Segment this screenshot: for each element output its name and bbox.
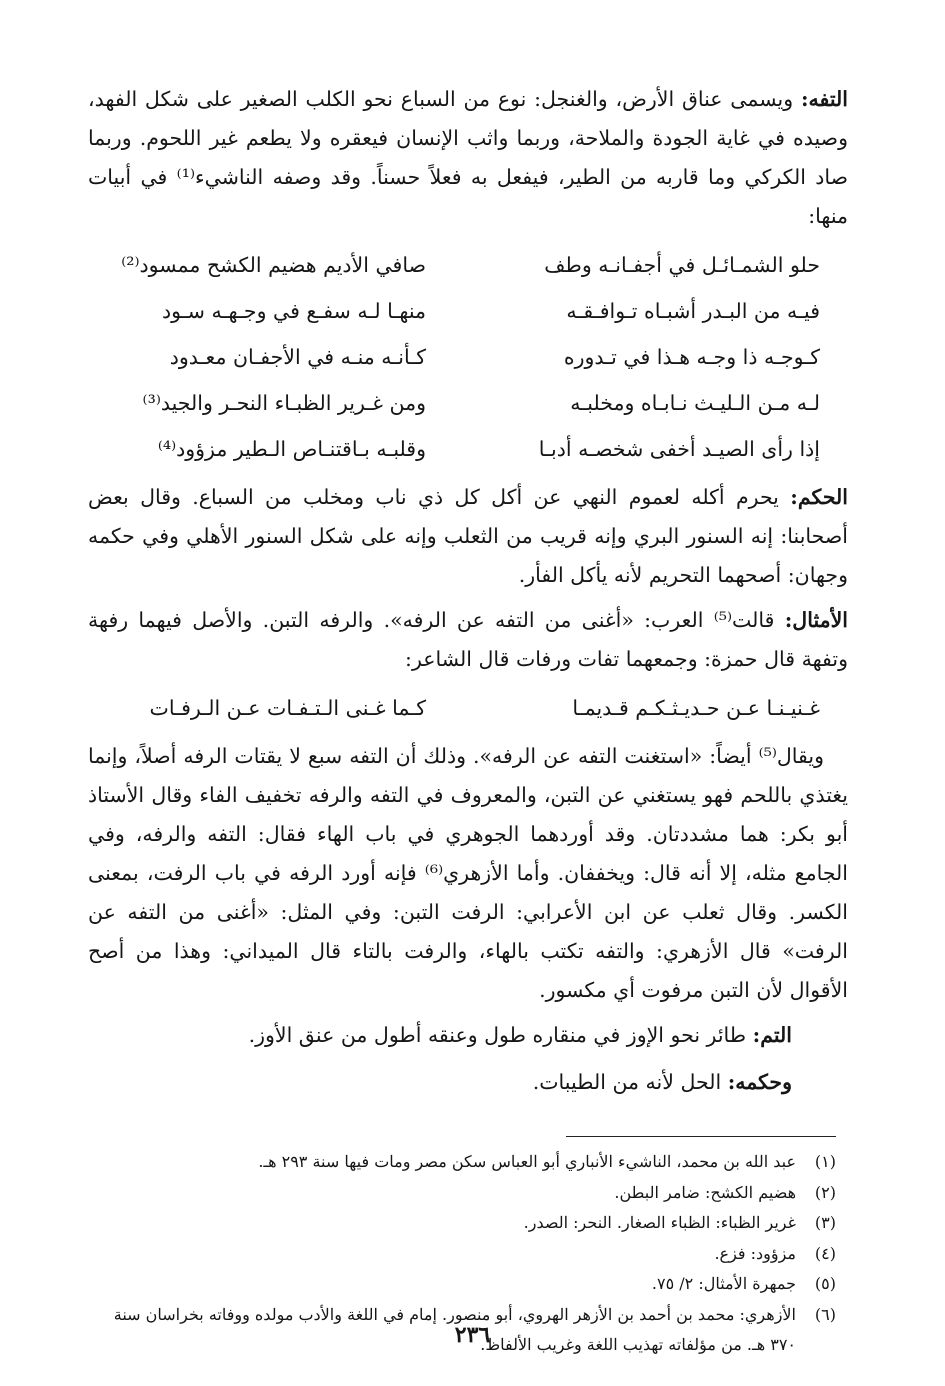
paragraph-tafah [88,80,848,236]
text-tafah: ويسمى عناق الأرض، والغنجل: نوع من السباع نحو الكلب الصغير على شكل الفهد، وصيده في غاية الجودة والملاحة، وربما واثب الإنسان فيعقره ولا يطعم غير اللحوم. وربما صاد الكركي وما قاربه من الطير، فيفعل به فعلاً حسناً. وقد وصفه الناشيء⁽¹⁾ في أبيات منها: [88,87,849,228]
footnote-text: مزؤود: فزع. [714,1243,796,1263]
paragraph-tamm [88,1016,848,1055]
verse-line [88,380,848,426]
verse-hemistich-first: حلو الشمـائـل في أجفـانـه وطف [544,253,820,277]
verse-hemistich-second: صافي الأديم هضيم الكشح ممسود⁽²⁾ [121,253,426,277]
verse-hemistich-second: منهـا لـه سفـع في وجـهـه سـود [162,299,426,323]
text-tamm: طائر نحو الإوز في منقاره طول وعنقه أطول من عنق الأوز. [248,1023,747,1047]
text-yuqal: ويقال⁽⁵⁾ أيضاً: «استغنت التفه عن الرفه». وذلك أن التفه سبع لا يقتات الرفه أصلاً، وإنما يغتذي باللحم فهو يستغني عن التبن، والمعروف في التفه والرفه تخفيف الفاء وقال الأستاذ أبو بكر: هما مشددتان. وقد أوردهما الجوهري في باب الهاء فقال: التفه والرفه، وفي الجامع مثله، إلا أنه قال: ويخففان. وأما الأزهري⁽⁶⁾ فإنه أورد الرفه في باب الرفت، بمعنى الكسر. وقال ثعلب عن ابن الأعرابي: الرفت التبن: وفي المثل: «أغنى من التفه عن الرفت» قال الأزهري: والتفه تكتب بالهاء، والرفت بالتاء قال الميداني: وهذا من أصح الأقوال لأن التبن مرفوت أي مكسور. [88,744,848,1002]
poem-verse-single [88,685,848,731]
verse-line [88,334,848,380]
verse-hemistich-first: فيـه من البـدر أشبـاه تـوافـقـه [566,299,820,323]
verse-line [88,426,848,472]
verse-hemistich-second: وقلبـه بـاقتنـاص الـطير مزؤود⁽⁴⁾ [157,437,426,461]
footnote-number: (٣) [814,1213,836,1232]
page-number: ٢٣٦ [454,1322,491,1348]
text-hukmuh: الحل لأنه من الطيبات. [532,1070,722,1094]
paragraph-amthal [88,601,848,679]
verse-hemistich-second: كـما غـنى الـتـفـات عـن الـرفـات [149,696,426,720]
footnote-number: (١) [814,1152,836,1171]
footnote-text: هضيم الكشح: ضامر البطن. [614,1182,796,1202]
term-tafah: التفه: [800,87,848,111]
verse-line [88,242,848,288]
footnote-number: (٥) [814,1274,836,1293]
footnote-item [88,1147,848,1178]
verse-line [88,288,848,334]
footnote-item [88,1178,848,1209]
text-amthal: قالت⁽⁵⁾ العرب: «أغنى من التفه عن الرفه». والرفه التبن. والأصل فيهما رفهة وتفهة قال حمزة: وجمعهما تفات ورفات قال الشاعر: [88,608,848,671]
footnote-item [88,1269,848,1300]
verse-hemistich-second: كـأنـه منـه في الأجفـان معـدود [169,345,426,369]
term-hukm: الحكم: [790,485,848,509]
paragraph-yuqal [88,737,848,1010]
footnote-text: غرير الظباء: الظباء الصغار. النحر: الصدر. [523,1213,796,1232]
footnote-number: (٦) [814,1304,836,1324]
verse-hemistich-first: لـه مـن الـليـث نـابـاه ومخلبـه [570,391,820,415]
paragraph-hukm [88,478,848,595]
term-hukmuh: وحكمه: [727,1070,792,1094]
verse-hemistich-first: كـوجـه ذا وجـه هـذا في تـدوره [563,345,820,369]
footnote-text: جمهرة الأمثال: ٢/ ٧٥. [651,1274,796,1293]
verse-hemistich-first: غـنيـنـا عـن حـديـثـكـم قـديمـا [572,696,820,720]
footnote-number: (٢) [814,1182,836,1202]
paragraph-hukmuh [88,1063,848,1102]
footnote-divider [566,1136,836,1137]
verse-hemistich-second: ومن غـرير الظبـاء النحـر والجيد⁽³⁾ [142,391,426,415]
term-amthal: الأمثال: [784,608,848,632]
term-tamm: التم: [752,1023,792,1047]
footnote-text: الأزهري: محمد بن أحمد بن الأزهر الهروي، أبو منصور. إمام في اللغة والأدب مولده ووفاته بخراسان سنة ٣٧٠ هـ. من مؤلفاته تهذيب اللغة وغريب الألفاظ. [113,1304,796,1354]
footnote-item [88,1208,848,1239]
page-body [88,80,848,1361]
footnote-text: عبد الله بن محمد، الناشيء الأنباري أبو العباس سكن مصر ومات فيها سنة ٢٩٣ هـ. [258,1152,796,1171]
footnote-number: (٤) [814,1243,836,1263]
verse-hemistich-first: إذا رأى الصيـد أخفى شخصـه أدبـا [538,437,820,461]
poem-verses [88,242,848,472]
footnote-item [88,1239,848,1270]
text-hukm: يحرم أكله لعموم النهي عن أكل كل ذي ناب ومخلب من السباع. وقال بعض أصحابنا: إنه السنور البري وإنه قريب من الثعلب وإنه على شكل السنور الأهلي وفي حكمه وجهان: أصحهما التحريم لأنه يأكل الفأر. [88,485,848,587]
verse-line [88,685,848,731]
